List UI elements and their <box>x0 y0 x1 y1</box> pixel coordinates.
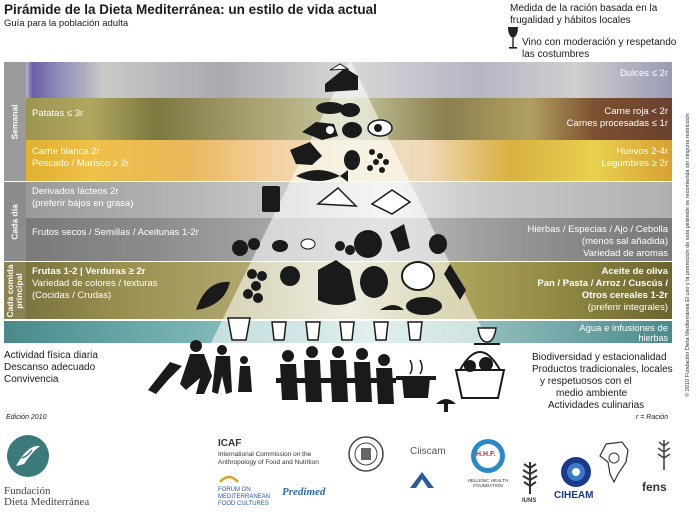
env-line-5: Actividades culinarias <box>548 400 645 411</box>
fundacion-logo-icon <box>6 434 50 478</box>
forum-text-2: MEDITERRANEAN <box>218 494 271 500</box>
onion-icon <box>354 230 382 258</box>
teacup-icon <box>474 328 500 344</box>
edition-label: Edición 2010 <box>6 414 47 421</box>
cheese-icon <box>318 188 356 206</box>
africa-map-icon <box>596 440 632 484</box>
almond-icon <box>272 240 288 252</box>
label-carne-roja: Carne roja < 2r <box>604 106 668 117</box>
cake-icon <box>325 64 358 92</box>
school-logo-icon <box>404 468 440 492</box>
label-hierbas-2: (menos sal añadida) <box>581 236 668 247</box>
olive-oil-jug-icon <box>318 260 356 305</box>
label-lacteos-1: Derivados lácteos 2r <box>32 186 119 197</box>
ciheam-text: CIHEAM <box>554 490 594 501</box>
label-lacteos-2: (preferir bajos en grasa) <box>32 198 134 209</box>
label-hierbas-3: Variedad de aromas <box>583 248 668 259</box>
icaf-text-2: Anthropology of Food and Nutrition <box>218 459 319 466</box>
label-frutos-secos: Frutos secos / Semillas / Aceitunas 1-2r <box>32 227 199 238</box>
garlic-icon <box>429 234 447 254</box>
label-cereales: Otros cereales 1-2r <box>581 290 668 301</box>
env-line-3: y respetuosos con el <box>540 376 632 387</box>
predimed-logo: Predimed <box>282 486 326 498</box>
label-variedad-1: Variedad de colores / texturas <box>32 278 158 289</box>
chicken-leg-icon <box>290 142 322 165</box>
mushroom-icon <box>436 399 456 412</box>
label-dulces: Dulces ≤ 2r <box>620 68 668 79</box>
label-aceite: Aceite de oliva <box>601 266 668 277</box>
university-seal-icon <box>348 436 384 472</box>
beans-icon <box>367 149 389 173</box>
watermelon-icon <box>196 282 230 310</box>
lettuce-icon <box>402 262 434 290</box>
label-legumbres: Legumbres ≥ 2r <box>601 158 668 169</box>
label-variedad-2: (Cocidas / Crudas) <box>32 290 112 301</box>
fens-logo: fens <box>642 480 667 494</box>
grapes-icon <box>243 269 267 303</box>
cheese2-icon <box>372 190 410 214</box>
fundacion-name-2: Dieta Mediterránea <box>4 496 90 508</box>
apple-icon <box>280 266 300 286</box>
label-huevos: Huevos 2-4r <box>616 146 668 157</box>
icaf-text-1: International Commission on the <box>218 451 312 458</box>
iuns-logo-icon <box>518 460 542 496</box>
artichoke-icon <box>360 266 388 298</box>
wine-note: Vino con moderación y respetando las costumbres <box>522 37 677 60</box>
label-pescado: Pescado / Marisco ≥ 2r <box>32 158 130 169</box>
people-exercising-icon <box>148 340 252 394</box>
potato-icon <box>342 122 362 138</box>
herb-icon <box>390 224 410 252</box>
water-glasses <box>228 318 422 340</box>
cooking-pot-icon <box>396 360 436 398</box>
people-at-table-icon <box>276 346 396 404</box>
label-agua-2: hierbas <box>638 333 668 343</box>
yogurt-icon <box>262 186 280 212</box>
ration-legend: r = Ración <box>636 414 669 421</box>
label-carnes-procesadas: Carnes procesadas ≤ 1r <box>566 118 668 129</box>
env-line-2: Productos tradicionales, locales <box>532 364 673 375</box>
egg-icon <box>344 150 360 170</box>
label-frutas: Frutas 1-2 | Verduras ≥ 2r <box>32 266 146 277</box>
hhf-subtext: HELLENIC HEALTH FOUNDATION <box>467 478 509 488</box>
fundacion-name-1: Fundación <box>4 485 51 497</box>
lifestyle-line-2: Descanso adecuado <box>4 362 96 373</box>
bread-icon <box>406 297 442 315</box>
label-agua-1: Agua e infusiones de <box>579 323 668 334</box>
jug-icon <box>228 318 250 340</box>
wheat-logo-icon <box>652 436 676 472</box>
iuns-text: IUNS <box>522 498 537 504</box>
page-subtitle: Guía para la población adulta <box>4 18 129 29</box>
icaf-logo: ICAF <box>218 438 242 449</box>
eggplant-icon <box>380 305 404 310</box>
fish-icon <box>296 170 340 181</box>
vegetable-basket-icon <box>456 352 504 398</box>
copyright-vertical: © 2010 Fundación Dieta Mediterránea El uso y la promoción de esta pirámide se recomienda sin ninguna restricción <box>684 113 691 397</box>
portion-note: Medida de la ración basada en la frugalidad y hábitos locales <box>510 3 658 26</box>
ciheam-logo-icon <box>560 456 592 488</box>
sausage-icon <box>316 102 344 114</box>
label-carne-blanca: Carne blanca 2r <box>32 146 100 157</box>
wheat-icon <box>444 264 466 300</box>
ciiscam-logo: Ciiscam <box>410 446 446 457</box>
label-integrales: (preferir integrales) <box>587 302 668 313</box>
lifestyle-line-1: Actividad física diaria <box>4 350 98 361</box>
forum-text-1: FORUM ON <box>218 487 251 493</box>
ham-icon <box>340 103 360 117</box>
glass-icon <box>272 322 286 340</box>
section-semanal: Semanal <box>4 62 26 181</box>
walnut-icon <box>232 240 248 256</box>
label-patatas: Patatas ≤ 3r <box>32 108 84 119</box>
olive-icon <box>335 241 345 251</box>
env-line-4: medio ambiente <box>556 388 628 399</box>
forum-text-3: FOOD CULTURES <box>218 501 269 507</box>
hhf-text: H.H.F. <box>476 451 496 458</box>
section-cada-dia: Cada día <box>4 182 26 261</box>
forum-logo-icon <box>218 474 240 486</box>
env-line-1: Biodiversidad y estacionalidad <box>532 352 667 363</box>
label-hierbas-1: Hierbas / Especias / Ajo / Cebolla <box>527 224 668 235</box>
section-cada-comida: Cada comida principal <box>4 262 26 319</box>
page-title: Pirámide de la Dieta Mediterránea: un estilo de vida actual <box>4 2 377 17</box>
lifestyle-line-3: Convivencia <box>4 374 59 385</box>
label-pan: Pan / Pasta / Arroz / Cuscús / <box>537 278 668 289</box>
